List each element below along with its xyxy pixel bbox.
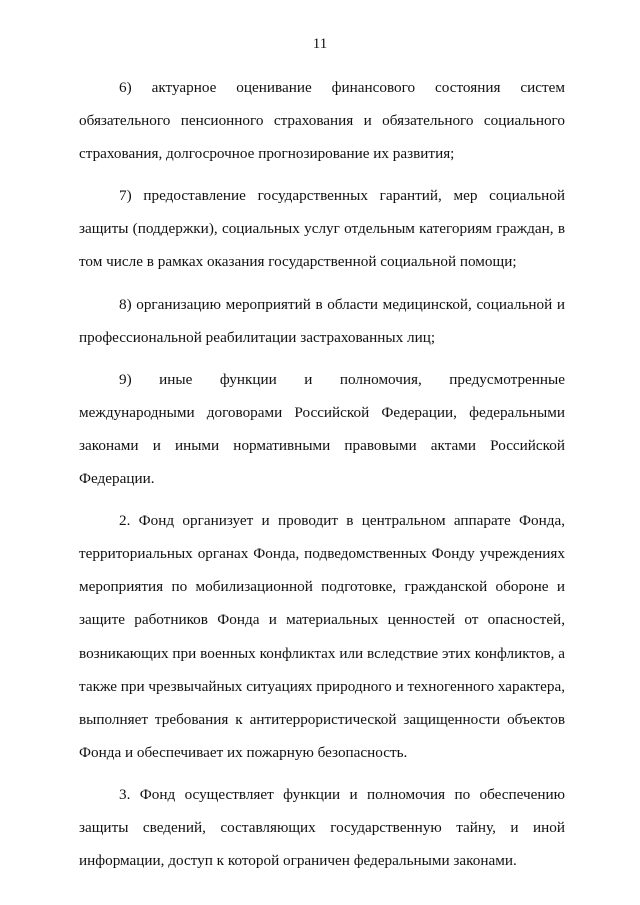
document-body bbox=[79, 71, 565, 886]
paragraph-section-2: 2. Фонд организует и проводит в центральном аппарате Фонда, территориальных органах Фонда, подведомственных Фонду учреждениях мероприятия по мобилизационной подготовке, гражданской обороне и защите работников Фонда и материальных ценностей от опасностей, возникающих при военных конфликтах или вследствие этих конфликтов, а также при чрезвычайных ситуациях природного и техногенного характера, выполняет требования к антитеррористической защищенности объектов Фонда и обеспечивает их пожарную безопасность. bbox=[79, 512, 565, 761]
paragraph-item-6: 6) актуарное оценивание финансового состояния систем обязательного пенсионного страхования и обязательного социального страхования, долгосрочное прогнозирование их развития; bbox=[79, 79, 565, 163]
paragraph-item-9: 9) иные функции и полномочия, предусмотренные международными договорами Российской Федерации, федеральными законами и иными нормативными правовыми актами Российской Федерации. bbox=[79, 370, 565, 488]
paragraph-item-7: 7) предоставление государственных гарантий, мер социальной защиты (поддержки), социальных услуг отдельным категориям граждан, в том числе в рамках оказания государственной социальной помощи; bbox=[79, 187, 565, 271]
page-number: 11 bbox=[312, 36, 328, 52]
paragraph-section-3: 3. Фонд осуществляет функции и полномочия по обеспечению защиты сведений, составляющих государственную тайну, и иной информации, доступ к которой ограничен федеральными законами. bbox=[79, 785, 565, 870]
paragraph-item-8: 8) организацию мероприятий в области медицинской, социальной и профессиональной реабилитации застрахованных лиц; bbox=[79, 295, 565, 346]
